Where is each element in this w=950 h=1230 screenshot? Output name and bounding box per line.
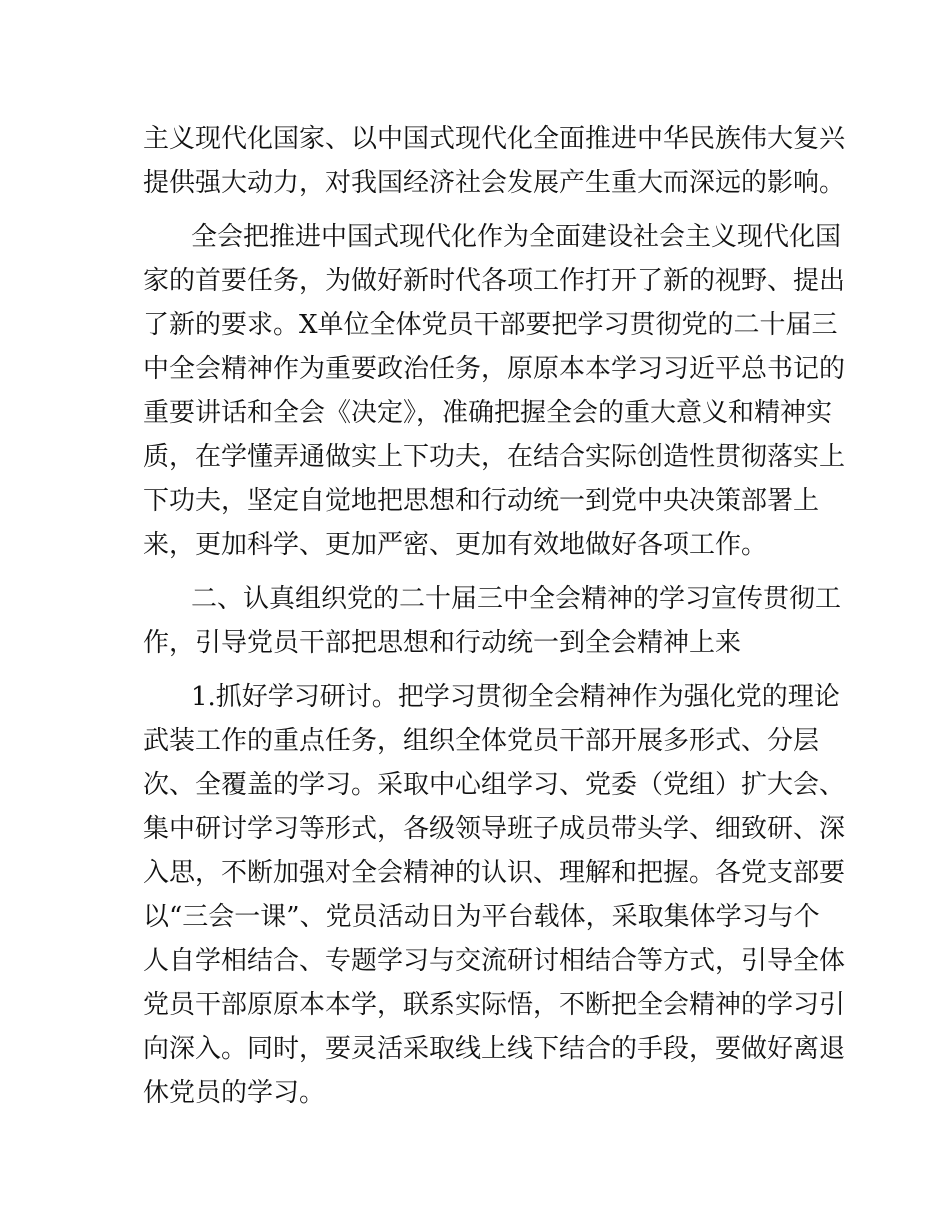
text-line: 以“三会一课”、党员活动日为平台载体，采取集体学习与个	[143, 902, 820, 932]
text-line: 来，更加科学、更加严密、更加有效地做好各项工作。	[143, 530, 768, 560]
text-line: 中全会精神作为重要政治任务，原原本本学习习近平总书记的	[143, 354, 846, 384]
text-line: 武装工作的重点任务，组织全体党员干部开展多形式、分层	[143, 726, 820, 756]
text-line: 了新的要求。X单位全体党员干部要把学习贯彻党的二十届三	[143, 310, 838, 340]
text-line: 集中研讨学习等形式，各级领导班子成员带头学、细致研、深	[143, 814, 846, 844]
text-line: 下功夫，坚定自觉地把思想和行动统一到党中央决策部署上	[143, 486, 820, 516]
section-heading-line: 二、认真组织党的二十届三中全会精神的学习宣传贯彻工	[191, 584, 842, 614]
text-line: 向深入。同时，要灵活采取线上线下结合的手段，要做好离退	[143, 1034, 846, 1064]
text-line: 次、全覆盖的学习。采取中心组学习、党委（党组）扩大会、	[143, 770, 846, 800]
text-line: 1.抓好学习研讨。把学习贯彻全会精神作为强化党的理论	[191, 682, 840, 712]
text-line: 人自学相结合、专题学习与交流研讨相结合等方式，引导全体	[143, 946, 846, 976]
text-line: 质，在学懂弄通做实上下功夫，在结合实际创造性贯彻落实上	[143, 442, 846, 472]
text-line: 休党员的学习。	[143, 1078, 326, 1108]
text-line: 提供强大动力，对我国经济社会发展产生重大而深远的影响。	[143, 168, 846, 198]
text-line: 全会把推进中国式现代化作为全面建设社会主义现代化国	[191, 222, 842, 252]
text-line: 主义现代化国家、以中国式现代化全面推进中华民族伟大复兴	[143, 124, 846, 154]
text-line: 入思，不断加强对全会精神的认识、理解和把握。各党支部要	[143, 858, 846, 888]
text-line: 重要讲话和全会《决定》，准确把握全会的重大意义和精神实	[143, 398, 833, 428]
section-heading-line: 作，引导党员干部把思想和行动统一到全会精神上来	[143, 628, 742, 658]
text-line: 家的首要任务，为做好新时代各项工作打开了新的视野、提出	[143, 266, 846, 296]
text-line: 党员干部原原本本学，联系实际悟，不断把全会精神的学习引	[143, 990, 846, 1020]
